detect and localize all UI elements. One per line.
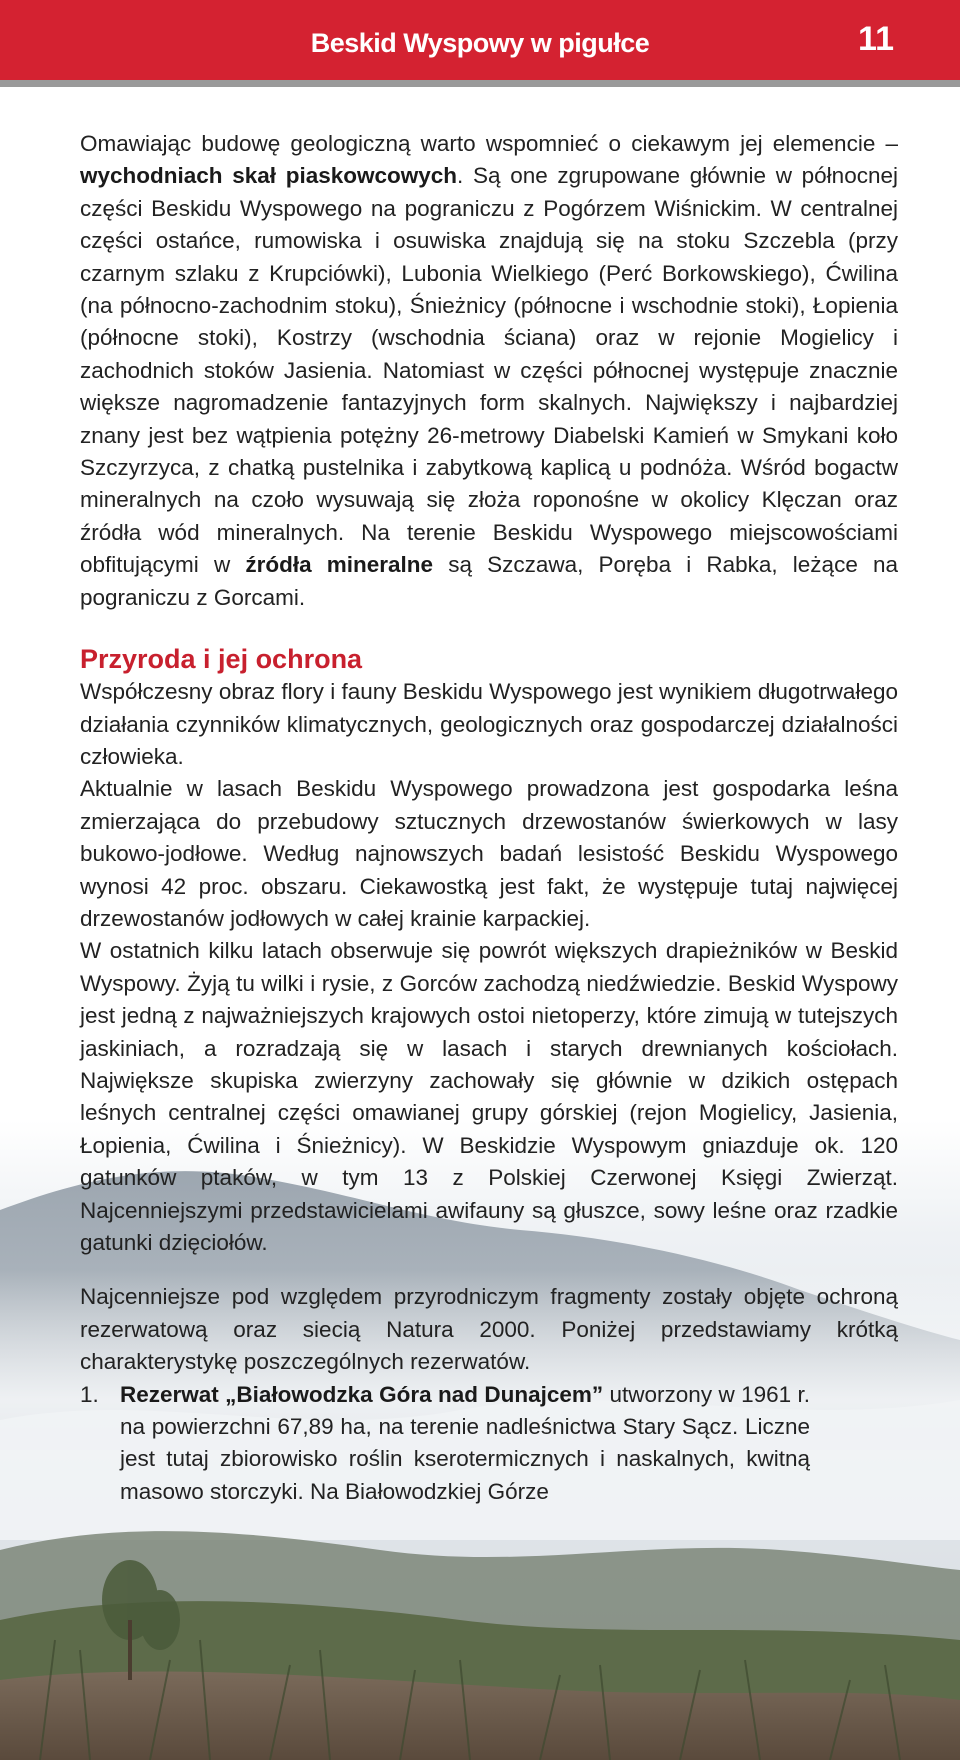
intro-text-1: Omawiając budowę geologiczną warto wspomnieć o ciekawym jej elemencie – bbox=[80, 131, 898, 156]
section-paragraph-4: Najcenniejsze pod względem przyrodniczym fragmenty zostały objęte ochroną rezerwatową oraz siecią Natura 2000. Poniżej przedstawiamy krótką charakterystykę poszczególnych rezerwatów. bbox=[80, 1284, 898, 1375]
running-title: Beskid Wyspowy w pigułce bbox=[310, 28, 650, 58]
list-number: 1. bbox=[80, 1381, 99, 1407]
intro-paragraph bbox=[80, 128, 898, 614]
reserve-list-item bbox=[80, 1379, 810, 1509]
intro-bold-1: wychodniach skał piaskowcowych bbox=[80, 163, 458, 189]
intro-bold-2: źródła mineralne bbox=[245, 552, 434, 578]
reserve-description: utworzony w 1961 r. na powierzchni 67,89 ha, na terenie nadleśnictwa Stary Sącz. Liczne jest tutaj zbiorowisko roślin kserotermicznych i naskalnych, kwitną masowo storczyki. Na Białowodzkiej Górze bbox=[120, 1381, 811, 1504]
header-bar bbox=[0, 0, 960, 87]
section-paragraph-3: W ostatnich kilku latach obserwuje się powrót większych drapieżników w Beskid Wyspowy. Żyją tu wilki i rysie, z Gorców zachodzą niedźwiedzie. Beskid Wyspowy jest jedną z najważniejszych krajowych ostoi nietoperzy, które zimują w tutejszych jaskiniach, a rozradzają się w lasach i starych drewnianych kościołach. Największe skupiska zwierzyny zachowały się głównie w dzikich ostępach leśnych centralnej części omawianej grupy górskiej (rejon Mogielicy, Jasienia, Łopienia, Ćwilina i Śnieżnicy). W Beskidzie Wyspowym gniazduje ok. 120 gatunków ptaków, w tym 13 z Polskiej Czerwonej Księgi Zwierząt. Najcenniejszymi przedstawicielami awifauny są głuszce, sowy leśne oraz rzadkie gatunki dzięciołów. bbox=[80, 938, 898, 1255]
page-number: 11 bbox=[858, 20, 894, 58]
section-paragraph-2: Aktualnie w lasach Beskidu Wyspowego prowadzona jest gospodarka leśna zmierzająca do przebudowy sztucznych drzewostanów świerkowych w lasy bukowo-jodłowe. Według najnowszych badań lesistość Beskidu Wyspowego wynosi 42 proc. obszaru. Ciekawostką jest fakt, że występuje tutaj najwięcej drzewostanów jodłowych w całej krainie karpackiej. bbox=[80, 776, 898, 931]
section-heading: Przyroda i jej ochrona bbox=[80, 644, 363, 675]
reserve-name: Rezerwat „Białowodzka Góra nad Dunajcem” bbox=[120, 1381, 604, 1407]
intro-text-2: . Są one zgrupowane głównie w północnej części Beskidu Wyspowego na pograniczu z Pogórzem Wiśnickim. W centralnej części ostańce, rumowiska i osuwiska znajdują się na stoku Szczebla (przy czarnym szlaku z Krupciówki), Lubonia Wielkiego (Perć Borkowskiego), Ćwilina (na północno-zachodnim stoku), Śnieżnicy (północne i wschodnie stoki), Łopienia (północne stoki), Kostrzy (wschodnia ściana) oraz w rejonie Mogielicy i zachodnich stoków Jasienia. Natomiast w części północnej występuje znacznie większe nagromadzenie fantazyjnych form skalnych. Największy i najbardziej znany jest bez wątpienia potężny 26-metrowy Diabelski Kamień w Smykani koło Szczyrzyca, z chatką pustelnika i zabytkową kaplicą u podnóża. Wśród bogactw mineralnych na czoło wysuwają się złoża roponośne w okolicy Klęczan oraz źródła wód mineralnych. Na terenie Beskidu Wyspowego miejscowościami obfitującymi w bbox=[80, 163, 898, 578]
section-paragraph-1: Współczesny obraz flory i fauny Beskidu Wyspowego jest wynikiem długotrwałego działania czynników klimatycznych, geologicznych oraz gospodarczej działalności człowieka. bbox=[80, 679, 898, 769]
article-body bbox=[80, 128, 898, 1508]
intro-text-3: są Szczawa, Poręba i Rabka, leżące na pograniczu z Gorcami. bbox=[80, 552, 899, 610]
